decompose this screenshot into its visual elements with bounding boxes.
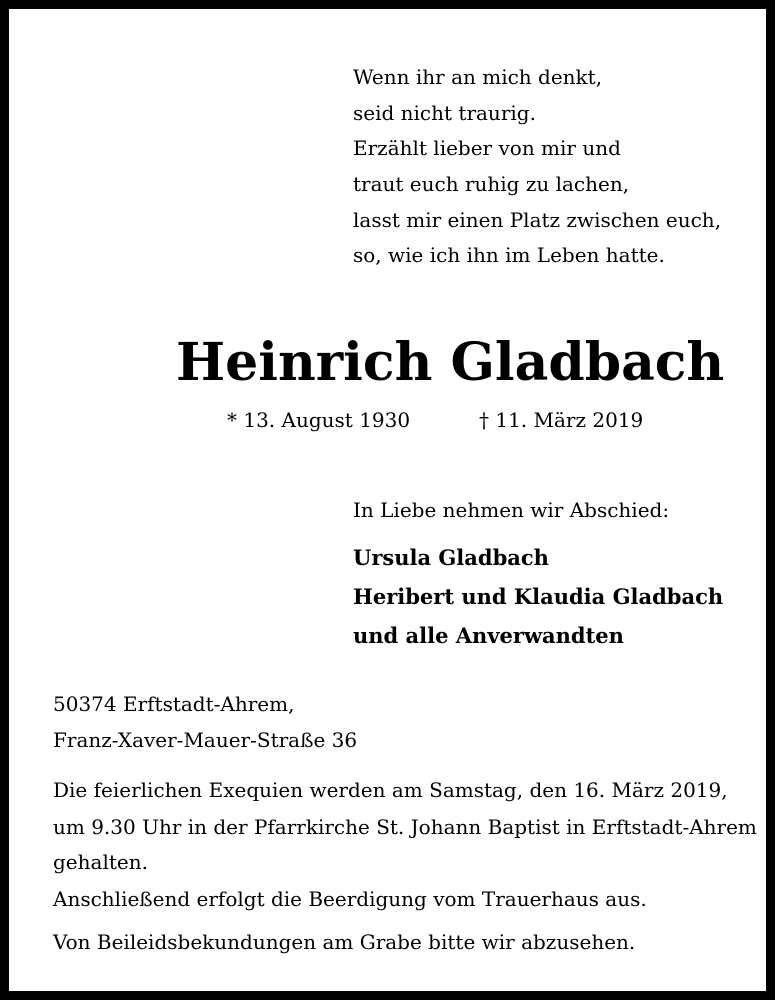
- poem-line: so, wie ich ihn im Leben hatte.: [353, 243, 665, 267]
- mourner-name: Ursula Gladbach: [353, 545, 549, 570]
- service-line: Anschließend erfolgt die Beerdigung vom Trauerhaus aus.: [53, 887, 647, 911]
- condolence-note: Von Beileidsbekundungen am Grabe bitte wir abzusehen.: [53, 930, 636, 954]
- poem-line: lasst mir einen Platz zwischen euch,: [353, 208, 722, 232]
- poem-line: seid nicht traurig.: [353, 101, 536, 125]
- service-line: um 9.30 Uhr in der Pfarrkirche St. Johann Baptist in Erftstadt-Ahrem: [53, 815, 757, 839]
- poem-line: traut euch ruhig zu lachen,: [353, 172, 630, 196]
- mourner-name: Heribert und Klaudia Gladbach: [353, 584, 724, 609]
- address-line: Franz-Xaver-Mauer-Straße 36: [53, 728, 358, 752]
- service-line: gehalten.: [53, 850, 148, 874]
- poem-line: Wenn ihr an mich denkt,: [353, 65, 603, 89]
- address-line: 50374 Erftstadt-Ahrem,: [53, 692, 295, 716]
- poem-line: Erzählt lieber von mir und: [353, 136, 621, 160]
- deceased-name: Heinrich Gladbach: [176, 332, 725, 393]
- birth-date: * 13. August 1930: [227, 408, 411, 432]
- death-date: † 11. März 2019: [479, 408, 644, 432]
- mourner-name: und alle Anverwandten: [353, 623, 624, 648]
- farewell-intro: In Liebe nehmen wir Abschied:: [353, 498, 670, 522]
- service-line: Die feierlichen Exequien werden am Samstag, den 16. März 2019,: [53, 778, 728, 802]
